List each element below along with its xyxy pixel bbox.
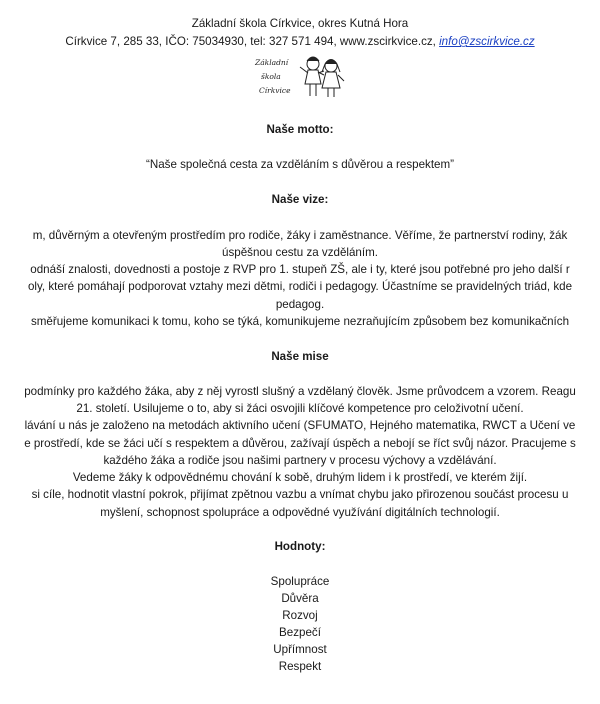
address-line — [0, 34, 600, 49]
value-item: Důvěra — [281, 592, 319, 605]
vision-line: m, důvěrným a otevřeným prostředím pro rodiče, žáky i zaměstnance. Věříme, že partnerství rodiny, žák — [32, 229, 568, 242]
school-logo — [253, 53, 347, 100]
value-item: Respekt — [278, 660, 322, 673]
mission-line: si cíle, hodnotit vlastní pokrok, přijímat zpětnou vazbu a vnímat chybu jako přirozenou součást procesu u — [31, 488, 569, 501]
mission-line: e prostředí, kde se žáci učí s respektem a důvěrou, zažívají úspěch a nebojí se říct svůj názor. Pracujeme s — [24, 437, 576, 450]
school-name: Základní škola Církvice, okres Kutná Hora — [191, 17, 409, 30]
vision-heading: Naše vize: — [271, 193, 329, 206]
mission-heading: Naše mise — [271, 350, 329, 363]
vision-line: odnáší znalosti, dovednosti a postoje z RVP pro 1. stupeň ZŠ, ale i ty, které jsou potřebné pro jeho další r — [30, 263, 570, 276]
mission-line: podmínky pro každého žáka, aby z něj vyrostl slušný a vzdělaný člověk. Jsme průvodcem a vzorem. Reagu — [24, 385, 576, 398]
vision-line: pedagog. — [275, 298, 325, 311]
mission-line: Vedeme žáky k odpovědnému chování k sobě, druhým lidem i k prostředí, ve kterém žijí. — [72, 471, 528, 484]
address-text: Církvice 7, 285 33, IČO: 75034930, tel: 327 571 494, www.zscirkvice.cz, — [65, 35, 440, 48]
value-item: Spolupráce — [270, 575, 330, 588]
email-link[interactable]: info@zscirkvice.cz — [439, 35, 535, 48]
mission-line: každého žáka a rodiče jsou našimi partnery v procesu výchovy a vzdělávání. — [103, 454, 497, 467]
logo-text-2: škola — [261, 72, 281, 81]
motto-heading: Naše motto: — [266, 123, 334, 136]
value-item: Upřímnost — [273, 643, 327, 656]
vision-line: úspěšnou cestu za vzděláním. — [222, 246, 378, 259]
mission-line: 21. století. Usilujeme o to, aby si žáci osvojili klíčové kompetence pro celoživotní učení. — [76, 402, 524, 415]
mission-line: lávání u nás je založeno na metodách aktivního učení (SFUMATO, Hejného matematika, RWCT a Učení ve — [24, 419, 576, 432]
values-heading: Hodnoty: — [274, 540, 326, 553]
logo-text-1: Základní — [255, 58, 289, 67]
motto-text: “Naše společná cesta za vzděláním s důvěrou a respektem” — [145, 158, 455, 171]
vision-line: oly, které pomáhají podporovat vztahy mezi dětmi, rodiči i pedagogy. Účastníme se pravidelných triád, kde — [27, 280, 573, 293]
value-item: Bezpečí — [279, 626, 321, 639]
vision-line: směřujeme komunikaci k tomu, koho se týká, komunikujeme nezraňujícím způsobem bez komunikačních — [30, 315, 570, 328]
mission-line: myšlení, schopnost spolupráce a odpovědné využívání digitálních technologií. — [100, 506, 500, 519]
children-drawing — [300, 57, 344, 97]
value-item: Rozvoj — [282, 609, 318, 622]
logo-text-3: Církvice — [259, 86, 291, 95]
